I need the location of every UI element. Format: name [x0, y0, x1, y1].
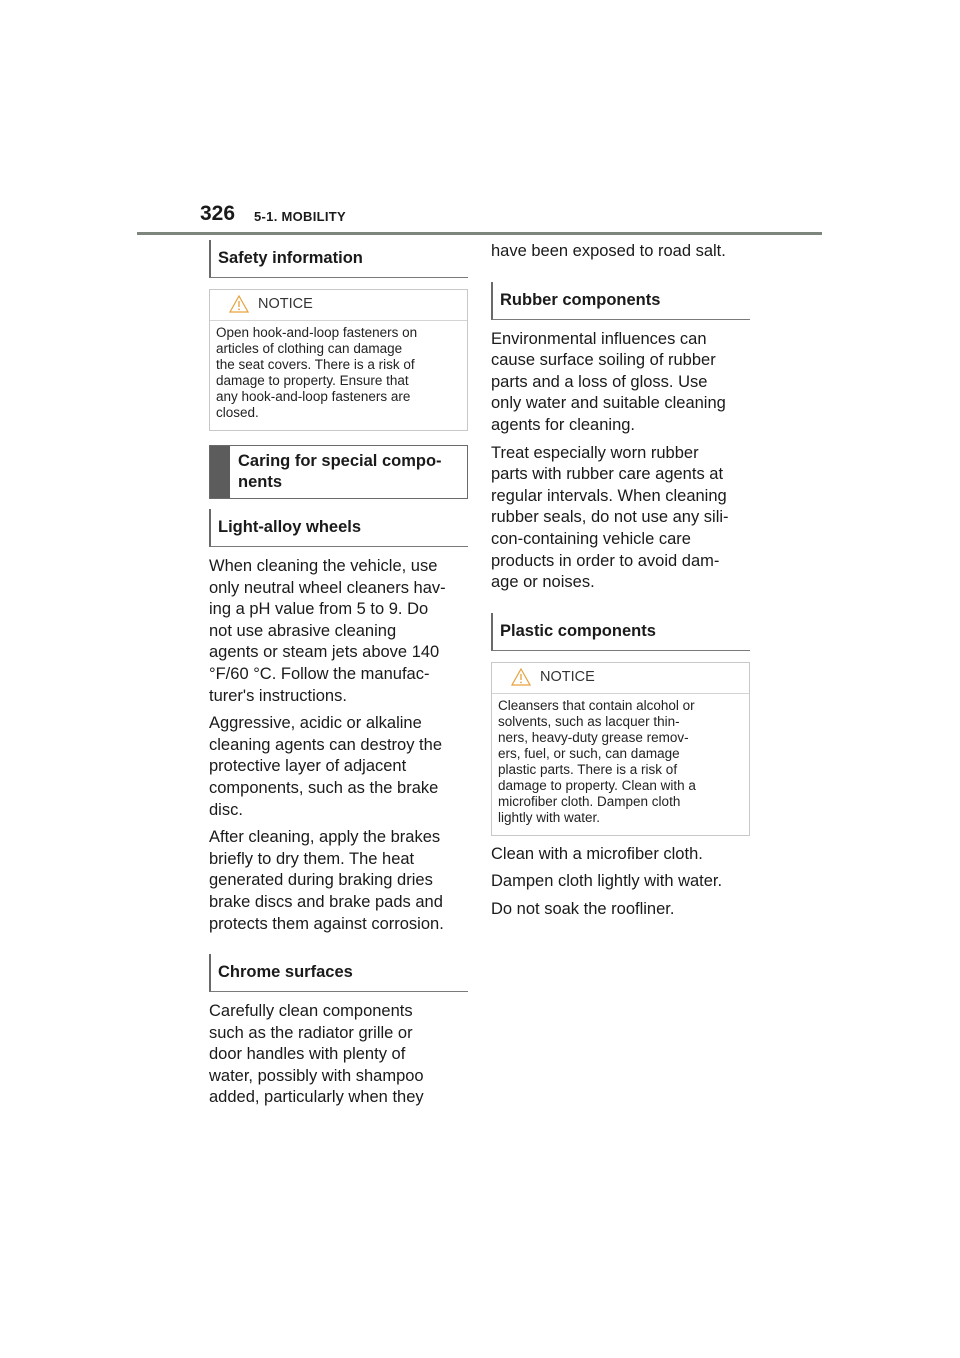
notice-line: lightly with water.: [498, 809, 601, 825]
paragraph: [491, 329, 750, 437]
text-line: Treat especially worn rubber: [491, 443, 699, 462]
notice-line: Open hook-and-loop fasteners on: [216, 325, 418, 340]
notice-line: articles of clothing can damage: [216, 341, 403, 356]
text-line: agents or steam jets above 140: [209, 643, 440, 662]
section-heading-safety: Safety information: [209, 240, 468, 278]
paragraph: have been exposed to road salt.: [491, 242, 726, 260]
text-line: °F/60 °C. Follow the manufac-: [209, 664, 430, 683]
chapter-title: 5-1. MOBILITY: [254, 209, 347, 224]
notice-line: ners, heavy-duty grease remov-: [498, 729, 689, 745]
text-line: water, possibly with shampoo: [209, 1066, 424, 1085]
text-line: con-containing vehicle care: [491, 529, 691, 548]
text-line: products in order to avoid dam-: [491, 551, 720, 570]
notice-box: [209, 289, 468, 431]
text-line: After cleaning, apply the brakes: [209, 828, 441, 847]
notice-line: solvents, such as lacquer thin-: [498, 713, 680, 729]
text-line: briefly to dry them. The heat: [209, 849, 415, 868]
text-line: door handles with plenty of: [209, 1045, 406, 1064]
left-column: [209, 240, 468, 1109]
paragraph: Clean with a microfiber cloth.: [491, 844, 703, 863]
section-heading-rubber: Rubber components: [491, 282, 750, 320]
right-column: [491, 240, 750, 921]
text-line: agents for cleaning.: [491, 415, 636, 434]
text-line: generated during braking dries: [209, 871, 433, 890]
text-line: cause surface soiling of rubber: [491, 351, 716, 370]
text-line: regular intervals. When cleaning: [491, 486, 727, 505]
text-line: added, particularly when they: [209, 1088, 424, 1107]
text-line: When cleaning the vehicle, use: [209, 557, 438, 575]
text-line: only neutral wheel cleaners hav-: [209, 578, 446, 597]
text-line: protective layer of adjacent: [209, 757, 407, 776]
notice-header: [492, 663, 749, 694]
notice-line: microfiber cloth. Dampen cloth: [498, 793, 681, 809]
paragraph: Do not soak the roofliner.: [491, 899, 675, 918]
text-line: rubber seals, do not use any sili-: [491, 508, 729, 527]
heading-line: nents: [238, 473, 283, 491]
text-line: parts with rubber care agents at: [491, 465, 724, 484]
notice-line: damage to property. Clean with a: [498, 777, 696, 793]
text-line: Aggressive, acidic or alkaline: [209, 714, 422, 733]
page-number: 326: [200, 202, 236, 225]
notice-line: Cleansers that contain alcohol or: [498, 697, 695, 713]
notice-line: plastic parts. There is a risk of: [498, 761, 678, 777]
section-heading-wheels: Light-alloy wheels: [209, 509, 468, 547]
text-line: such as the radiator grille or: [209, 1023, 413, 1042]
text-line: Environmental influences can: [491, 329, 707, 348]
section-heading-chrome: Chrome surfaces: [209, 954, 468, 992]
text-line: age or noises.: [491, 573, 595, 592]
notice-line: the seat covers. There is a risk of: [216, 357, 415, 372]
text-line: cleaning agents can destroy the: [209, 735, 442, 754]
text-line: parts and a loss of gloss. Use: [491, 372, 708, 391]
section-heading-plastic: Plastic components: [491, 613, 750, 651]
paragraph: [209, 1001, 468, 1109]
text-line: only water and suitable cleaning: [491, 394, 726, 413]
paragraph: [209, 827, 468, 935]
section-heading-caring: [209, 445, 468, 499]
paragraph: [209, 713, 468, 821]
header-rule: [137, 232, 822, 235]
heading-bar: [210, 446, 230, 498]
warning-triangle-icon: [511, 668, 531, 690]
notice-label: NOTICE: [540, 668, 595, 685]
text-line: disc.: [209, 800, 243, 819]
paragraph: [209, 556, 468, 707]
text-line: components, such as the brake: [209, 778, 439, 797]
notice-line: damage to property. Ensure that: [216, 373, 409, 388]
notice-line: closed.: [216, 405, 259, 420]
notice-label: NOTICE: [258, 296, 313, 312]
notice-header: [210, 290, 467, 321]
heading-line: Caring for special compo-: [238, 452, 442, 470]
paragraph: [491, 443, 750, 594]
warning-triangle-icon: [229, 295, 249, 317]
text-line: not use abrasive cleaning: [209, 621, 397, 640]
text-line: protects them against corrosion.: [209, 914, 444, 933]
notice-line: any hook-and-loop fasteners are: [216, 389, 411, 404]
paragraph: Dampen cloth lightly with water.: [491, 872, 723, 891]
heading-text: [230, 446, 450, 498]
text-line: ing a pH value from 5 to 9. Do: [209, 600, 429, 619]
notice-text: [492, 694, 749, 835]
notice-text: [210, 321, 467, 430]
notice-line: ers, fuel, or such, can damage: [498, 745, 680, 761]
text-line: turer's instructions.: [209, 686, 347, 705]
notice-box: [491, 662, 750, 836]
text-line: brake discs and brake pads and: [209, 892, 443, 911]
text-line: Carefully clean components: [209, 1002, 413, 1021]
